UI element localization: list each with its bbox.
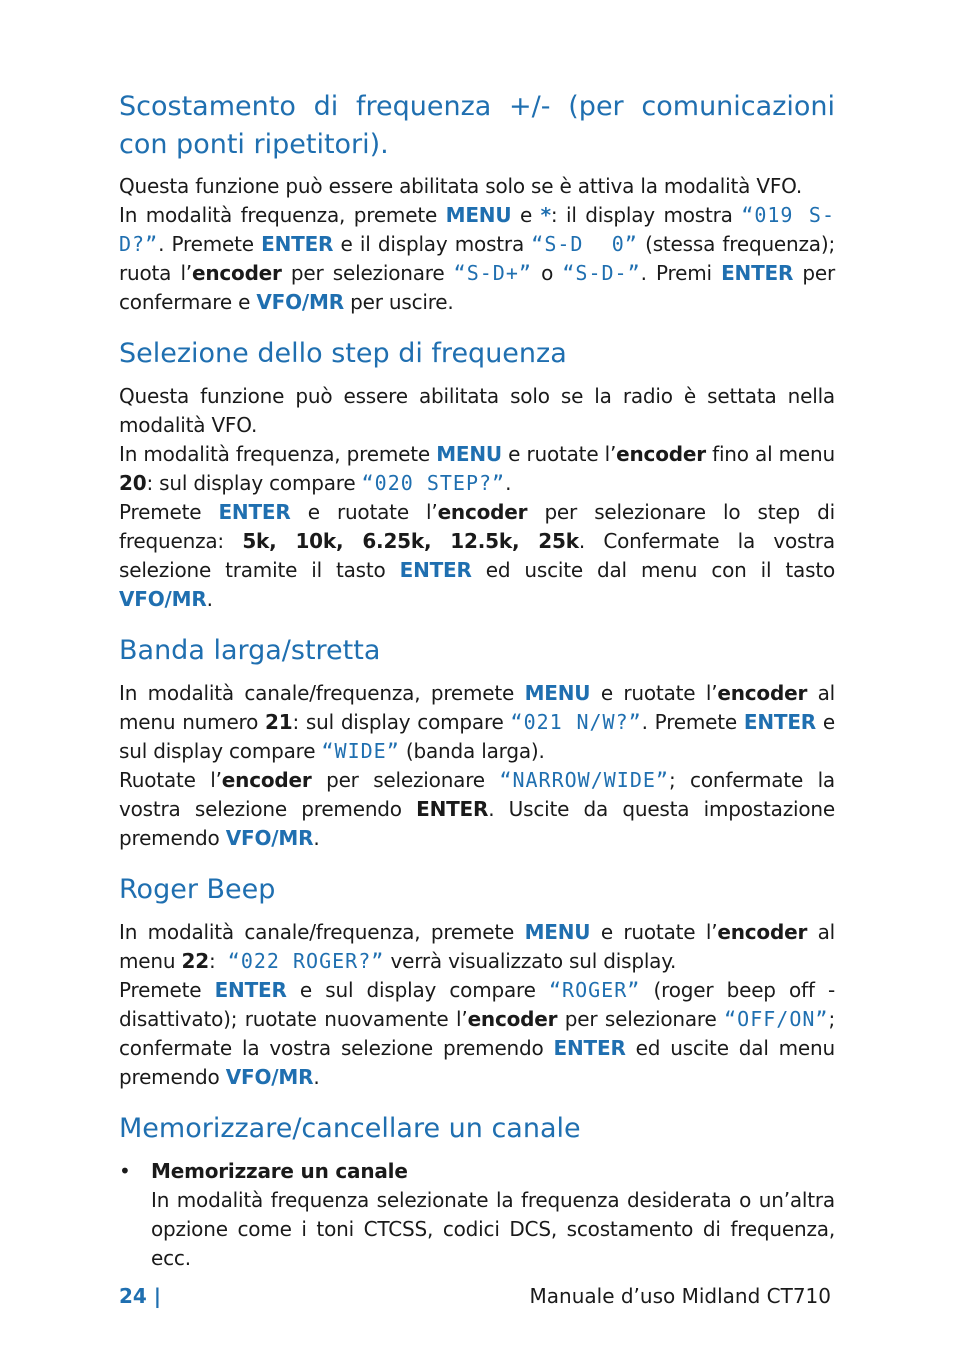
- key-menu: MENU: [524, 920, 591, 944]
- text: e ruotate l’: [501, 442, 617, 466]
- text: per uscire.: [343, 290, 454, 314]
- text: . Premi: [640, 261, 722, 285]
- paragraph: [119, 679, 835, 766]
- key-enter: ENTER: [399, 558, 472, 582]
- text: e il display mostra: [333, 232, 532, 256]
- text: verrà visualizzato sul display.: [384, 949, 677, 973]
- text: al menu: [119, 920, 835, 973]
- section-memory: [119, 1110, 835, 1273]
- encoder-term: encoder: [616, 442, 706, 466]
- key-enter: ENTER: [218, 500, 291, 524]
- encoder-term: encoder: [221, 768, 312, 792]
- encoder-term: encoder: [437, 500, 528, 524]
- key-enter: ENTER: [721, 261, 794, 285]
- paragraph: [119, 440, 835, 498]
- text: per confermare e: [119, 261, 836, 314]
- page-content: [119, 88, 835, 1273]
- key-menu: MENU: [445, 203, 512, 227]
- list-item-text: In modalità frequenza selezionate la frequenza desiderata o un’altra opzione come i toni CTCSS, codici DCS, scostamento di frequenza, ecc.: [151, 1188, 835, 1270]
- text: : il display mostra: [550, 203, 742, 227]
- text: e ruotate l’: [590, 920, 718, 944]
- display-text: “020 STEP?”: [361, 471, 506, 495]
- display-text: “021 N/W?”: [510, 710, 642, 734]
- text: o: [531, 261, 563, 285]
- key-enter: ENTER: [553, 1036, 626, 1060]
- text: Questa funzione può essere abilitata solo se è attiva la modalità VFO.: [119, 174, 803, 198]
- text: .: [313, 826, 320, 850]
- list-item-title: [151, 1157, 835, 1186]
- text: In modalità canale/frequenza, premete: [119, 681, 525, 705]
- text: :: [208, 949, 228, 973]
- text: .: [313, 1065, 320, 1089]
- section-bandwidth: [119, 632, 835, 853]
- text: . Premete: [641, 710, 744, 734]
- section-title-memory: Memorizzare/cancellare un canale: [119, 1113, 581, 1144]
- section-title-step: Selezione dello step di frequenza: [119, 338, 567, 369]
- paragraph: [119, 498, 835, 614]
- key-enter: ENTER: [743, 710, 816, 734]
- display-text: “WIDE”: [321, 739, 400, 763]
- text: e sul display compare: [119, 710, 835, 763]
- bullet-icon: •: [119, 1159, 131, 1183]
- text: e ruotate l’: [590, 681, 718, 705]
- encoder-term: encoder: [717, 681, 808, 705]
- text: per selezionare: [557, 1007, 725, 1031]
- key-vfo-mr: VFO/MR: [256, 290, 344, 314]
- key-vfo-mr: VFO/MR: [225, 826, 314, 850]
- text: In modalità canale/frequenza, premete: [119, 920, 525, 944]
- text: : sul display compare: [146, 471, 362, 495]
- text: In modalità frequenza, premete: [119, 203, 446, 227]
- text: Questa funzione può essere abilitata solo se la radio è settata nella modalità VFO.: [119, 384, 835, 437]
- text: : sul display compare: [292, 710, 511, 734]
- text: . Confermate la vostra selezione tramite il tasto: [119, 529, 835, 582]
- text: per selezionare: [311, 768, 500, 792]
- encoder-term: encoder: [191, 261, 282, 285]
- key-menu: MENU: [436, 442, 502, 466]
- text: Ruotate l’: [119, 768, 222, 792]
- encoder-term: encoder: [717, 920, 808, 944]
- menu-number: 22: [181, 949, 209, 973]
- paragraph: [119, 766, 835, 853]
- list-item-title-text: Memorizzare un canale: [151, 1159, 408, 1183]
- display-text: “019 S-D?”: [119, 203, 836, 256]
- text: per selezionare lo step di frequenza:: [119, 500, 835, 553]
- manual-title: Manuale d’uso Midland CT710: [529, 1284, 831, 1308]
- display-text: “022 ROGER?”: [227, 949, 385, 973]
- key-menu: MENU: [524, 681, 591, 705]
- encoder-term: encoder: [467, 1007, 558, 1031]
- display-text: “OFF/ON”: [724, 1007, 829, 1031]
- paragraph: [119, 918, 835, 976]
- text: ; confermate la vostra selezione premendo: [119, 768, 835, 821]
- text: ed uscite dal menu con il tasto: [471, 558, 835, 582]
- list-item: [119, 1157, 835, 1273]
- display-text: “NARROW/WIDE”: [499, 768, 669, 792]
- step-values: 5k, 10k, 6.25k, 12.5k, 25k: [242, 529, 579, 553]
- section-title-bandwidth: Banda larga/stretta: [119, 635, 381, 666]
- key-vfo-mr: VFO/MR: [119, 587, 207, 611]
- key-star: *: [540, 203, 551, 227]
- section-step: [119, 335, 835, 614]
- text: ed uscite dal menu premendo: [119, 1036, 835, 1089]
- key-enter: ENTER: [214, 978, 287, 1002]
- page-number: 24 |: [119, 1284, 162, 1308]
- paragraph: [119, 201, 835, 317]
- text: fino al menu: [705, 442, 835, 466]
- paragraph: [119, 382, 835, 440]
- paragraph: [119, 172, 835, 201]
- paragraph: [119, 976, 835, 1092]
- display-text: “ROGER”: [548, 978, 641, 1002]
- text: al menu numero: [119, 681, 835, 734]
- key-enter: ENTER: [261, 232, 334, 256]
- section-title-frequency-offset: Scostamento di frequenza +/- (per comunicazioni con ponti ripetitori).: [119, 91, 835, 160]
- text: Premete: [119, 978, 215, 1002]
- text: Premete: [119, 500, 219, 524]
- text: e ruotate l’: [290, 500, 438, 524]
- key-enter-plain: ENTER: [416, 797, 489, 821]
- text: e: [511, 203, 541, 227]
- text: per selezionare: [281, 261, 454, 285]
- text: e sul display compare: [286, 978, 549, 1002]
- text: (banda larga).: [399, 739, 545, 763]
- text: .: [206, 587, 213, 611]
- text: . Premete: [158, 232, 262, 256]
- menu-number: 20: [119, 471, 147, 495]
- text: .: [505, 471, 512, 495]
- display-text: “S-D 0”: [531, 232, 638, 256]
- key-vfo-mr: VFO/MR: [225, 1065, 314, 1089]
- menu-number: 21: [265, 710, 293, 734]
- text: (stessa frequenza); ruota l’: [119, 232, 835, 285]
- text: In modalità frequenza, premete: [119, 442, 437, 466]
- section-roger-beep: [119, 871, 835, 1092]
- text: . Uscite da questa impostazione premendo: [119, 797, 835, 850]
- display-text: “S-D+”: [453, 261, 532, 285]
- text: (roger beep off - disattivato); ruotate nuovamente l’: [119, 978, 835, 1031]
- display-text: “S-D-”: [562, 261, 641, 285]
- text: ; confermate la vostra selezione premendo: [119, 1007, 835, 1060]
- section-title-roger-beep: Roger Beep: [119, 874, 276, 905]
